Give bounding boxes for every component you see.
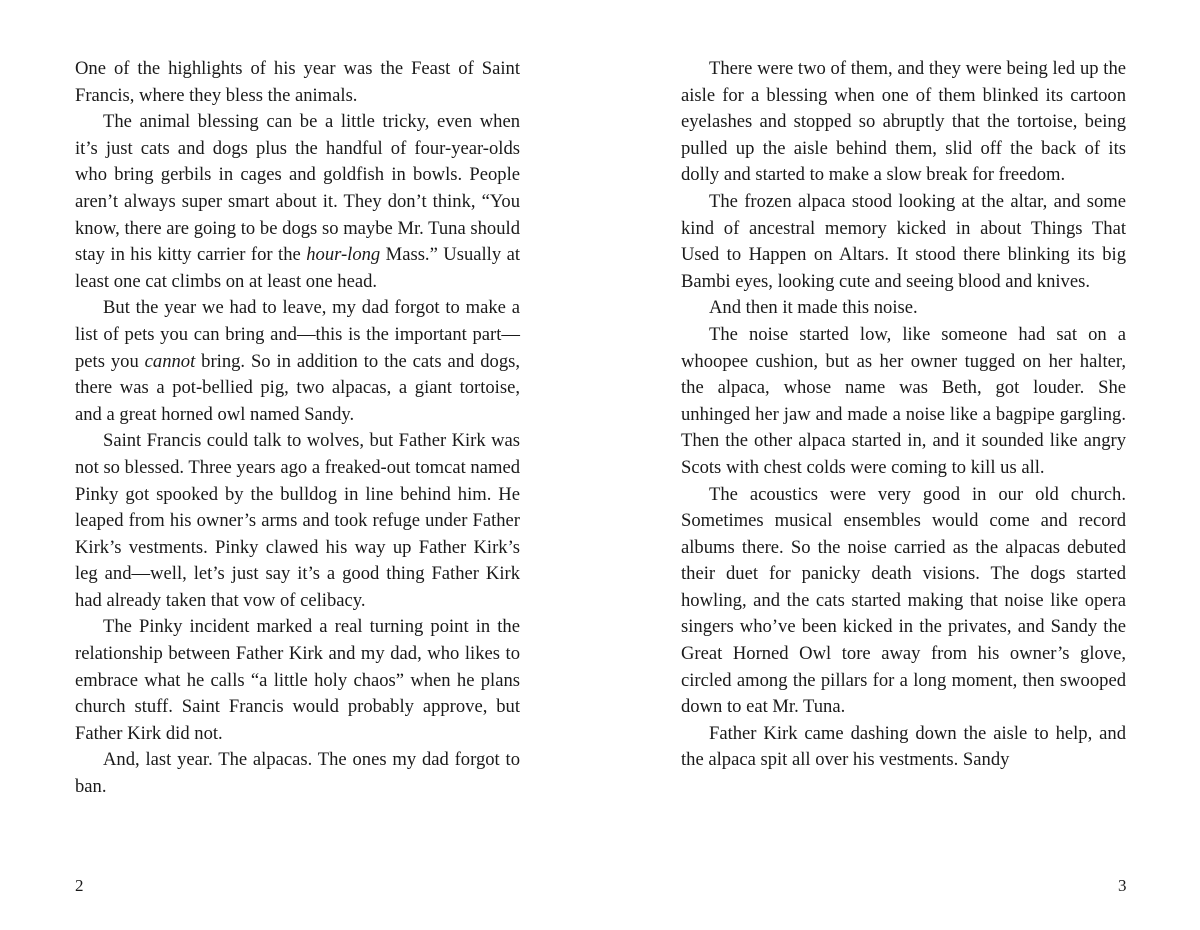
text-run: But the year we had to leave, my dad forgot to make a list of pets you can bring and—this is the important part—pets you bbox=[75, 297, 520, 372]
text-run: The noise started low, like someone had sat on a whoopee cushion, but as her owner tugged on her halter, the alpaca, whose name was Beth, got louder. She unhinged her jaw and made a noise like a bagpipe gargling. Then the other alpaca started in, and it sounded like angry Scots with chest colds were coming to kill us all. bbox=[681, 323, 1126, 478]
right-page-text bbox=[681, 56, 1126, 774]
text-run: The animal blessing can be a little tricky, even when it’s just cats and dogs plus the handful of four-year-olds who bring gerbils in cages and goldfish in bowls. People aren’t always super smart about it. They don’t think, “You know, there are going to be dogs so maybe Mr. Tuna should stay in his kitty carrier for the bbox=[75, 111, 520, 266]
paragraph bbox=[681, 295, 1126, 322]
text-run: The frozen alpaca stood looking at the altar, and some kind of ancestral memory kicked in about Things That Used to Happen on Altars. It stood there blinking its big Bambi eyes, looking cute and seeing blood and knives. bbox=[681, 190, 1126, 292]
text-run: And, last year. The alpacas. The ones my dad forgot to ban. bbox=[75, 749, 520, 798]
text-run: Father Kirk came dashing down the aisle to help, and the alpaca spit all over his vestments. Sandy bbox=[681, 722, 1126, 771]
paragraph bbox=[75, 747, 520, 800]
text-run: There were two of them, and they were being led up the aisle for a blessing when one of them blinked its cartoon eyelashes and stopped so abruptly that the tortoise, being pulled up the aisle behind them, slid off the back of its dolly and started to make a slow break for freedom. bbox=[681, 58, 1126, 186]
paragraph bbox=[681, 189, 1126, 295]
paragraph bbox=[681, 721, 1126, 774]
paragraph bbox=[75, 428, 520, 614]
left-page-number: 2 bbox=[75, 876, 84, 895]
paragraph bbox=[75, 109, 520, 295]
text-run: Saint Francis could talk to wolves, but Father Kirk was not so blessed. Three years ago a freaked-out tomcat named Pinky got spooked by the bulldog in line behind him. He leaped from his owner’s arms and took refuge under Father Kirk’s vestments. Pinky clawed his way up Father Kirk’s leg and—well, let’s just say it’s a good thing Father Kirk had already taken that vow of celibacy. bbox=[75, 430, 520, 611]
text-run: The Pinky incident marked a real turning point in the relationship between Father Kirk and my dad, who likes to embrace what he calls “a little holy chaos” when he plans church stuff. Saint Francis would probably approve, but Father Kirk did not. bbox=[75, 616, 520, 744]
text-run: bring. So in addition to the cats and dogs, there was a pot-bellied pig, two alpacas, a giant tortoise, and a great horned owl named Sandy. bbox=[75, 350, 521, 425]
paragraph bbox=[681, 56, 1126, 189]
text-run: Mass.” Usually at least one cat climbs on at least one head. bbox=[75, 244, 520, 292]
paragraph bbox=[75, 614, 520, 747]
paragraph bbox=[75, 56, 520, 109]
right-page-number: 3 bbox=[1118, 876, 1127, 895]
paragraph bbox=[75, 295, 520, 428]
italic-text: hour-long bbox=[306, 244, 381, 266]
italic-text: cannot bbox=[144, 350, 196, 372]
text-run: And then it made this noise. bbox=[709, 297, 918, 319]
paragraph bbox=[681, 322, 1126, 482]
left-page-text bbox=[75, 56, 520, 801]
paragraph bbox=[681, 482, 1126, 721]
text-run: The acoustics were very good in our old church. Sometimes musical ensembles would come and record albums there. So the noise carried as the alpacas debuted their duet for panicky death visions. The dogs started howling, and the cats started making that noise like opera singers who’ve been kicked in the privates, and Sandy the Great Horned Owl tore away from his owner’s glove, circled among the pillars for a long moment, then swooped down to eat Mr. Tuna. bbox=[681, 483, 1126, 718]
text-run: One of the highlights of his year was the Feast of Saint Francis, where they bless the animals. bbox=[75, 58, 520, 106]
